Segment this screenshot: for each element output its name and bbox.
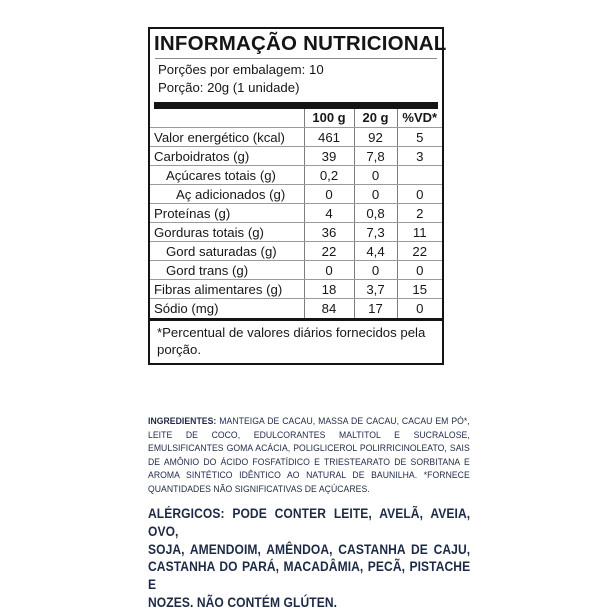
value-100g: 4 [304, 204, 354, 223]
value-vd: 22 [397, 242, 442, 261]
column-header-20g: 20 g [354, 109, 397, 128]
value-vd: 3 [397, 147, 442, 166]
allergens-line-4: NOZES. NÃO CONTÉM GLÚTEN. [148, 594, 338, 610]
nutrient-name: Gorduras totais (g) [150, 223, 304, 242]
servings-per-package: Porções por embalagem: 10 [158, 61, 324, 77]
column-header-100g: 100 g [304, 109, 354, 128]
value-100g: 36 [304, 223, 354, 242]
ingredients-block [148, 415, 470, 612]
ingredients-text: MANTEIGA DE CACAU, MASSA DE CACAU, CACAU EM PÓ*, LEITE DE COCO, EDULCORANTES MALTITOL E SUCRALOSE, EMULSIFICANTES GOMA ACÁCIA, POLIGLICEROL POLIRRICINOLEATO, SAIS DE AMÔNIO DO ÁCIDO FOSFATÍDICO E TRIESTEARATO DE SORBITANA E AROMA SINTÉTICO IDÊNTICO AO NATURAL DE BAUNILHA. *FORNECE QUANTIDADES NÃO SIGNIFICATIVAS DE AÇÚCARES. [148, 416, 470, 494]
serving-info [150, 59, 442, 99]
allergens-paragraph [148, 505, 470, 611]
value-100g: 84 [304, 299, 354, 318]
value-100g: 461 [304, 128, 354, 147]
table-row [150, 299, 442, 318]
value-100g: 0 [304, 185, 354, 204]
table-row [150, 166, 442, 185]
value-100g: 39 [304, 147, 354, 166]
value-20g: 7,8 [354, 147, 397, 166]
value-20g: 17 [354, 299, 397, 318]
column-header-nutrient [150, 109, 304, 128]
table-row [150, 128, 442, 147]
nutrient-name: Fibras alimentares (g) [150, 280, 304, 299]
value-20g: 0,8 [354, 204, 397, 223]
value-vd: 0 [397, 185, 442, 204]
nutrient-name: Sódio (mg) [150, 299, 304, 318]
nutrient-name: Gord saturadas (g) [150, 242, 304, 261]
allergens-line-2: SOJA, AMENDOIM, AMÊNDOA, CASTANHA DE CAJU, [148, 541, 471, 557]
nutrient-name: Carboidratos (g) [150, 147, 304, 166]
table-body [150, 128, 442, 318]
value-vd: 5 [397, 128, 442, 147]
table-header-row [150, 109, 442, 128]
table-row [150, 204, 442, 223]
table-row [150, 147, 442, 166]
value-vd: 2 [397, 204, 442, 223]
allergens-line-3: CASTANHA DO PARÁ, MACADÂMIA, PECÃ, PISTACHE E [148, 559, 471, 593]
nutrient-name: Valor energético (kcal) [150, 128, 304, 147]
value-20g: 0 [354, 166, 397, 185]
nutrient-name: Proteínas (g) [150, 204, 304, 223]
value-vd: 11 [397, 223, 442, 242]
vd-footnote: *Percentual de valores diários fornecidos pela porção. [157, 324, 426, 358]
ingredients-label: INGREDIENTES: [148, 416, 217, 426]
allergens-line-1: ALÉRGICOS: PODE CONTER LEITE, AVELÃ, AVEIA, OVO, [148, 506, 471, 540]
nutrient-name: Gord trans (g) [150, 261, 304, 280]
value-vd [397, 166, 442, 185]
ingredients-paragraph [148, 415, 470, 496]
value-20g: 3,7 [354, 280, 397, 299]
nutrition-facts-panel [148, 27, 447, 365]
value-20g: 0 [354, 185, 397, 204]
table-row [150, 223, 442, 242]
panel-title: INFORMAÇÃO NUTRICIONAL [154, 32, 447, 55]
header-thick-rule [154, 102, 438, 109]
table-row [150, 261, 442, 280]
nutrient-name: Aç adicionados (g) [150, 185, 304, 204]
value-vd: 0 [397, 261, 442, 280]
value-vd: 15 [397, 280, 442, 299]
value-20g: 0 [354, 261, 397, 280]
table-header [150, 109, 442, 128]
column-header-vd: %VD* [397, 109, 442, 128]
value-100g: 22 [304, 242, 354, 261]
value-20g: 4,4 [354, 242, 397, 261]
table-row [150, 242, 442, 261]
value-100g: 0 [304, 261, 354, 280]
serving-size: Porção: 20g (1 unidade) [158, 79, 300, 95]
value-20g: 92 [354, 128, 397, 147]
value-100g: 18 [304, 280, 354, 299]
table-row [150, 185, 442, 204]
value-100g: 0,2 [304, 166, 354, 185]
table-row [150, 280, 442, 299]
nutrient-name: Açúcares totais (g) [150, 166, 304, 185]
value-20g: 7,3 [354, 223, 397, 242]
nutrition-table [150, 109, 442, 318]
value-vd: 0 [397, 299, 442, 318]
